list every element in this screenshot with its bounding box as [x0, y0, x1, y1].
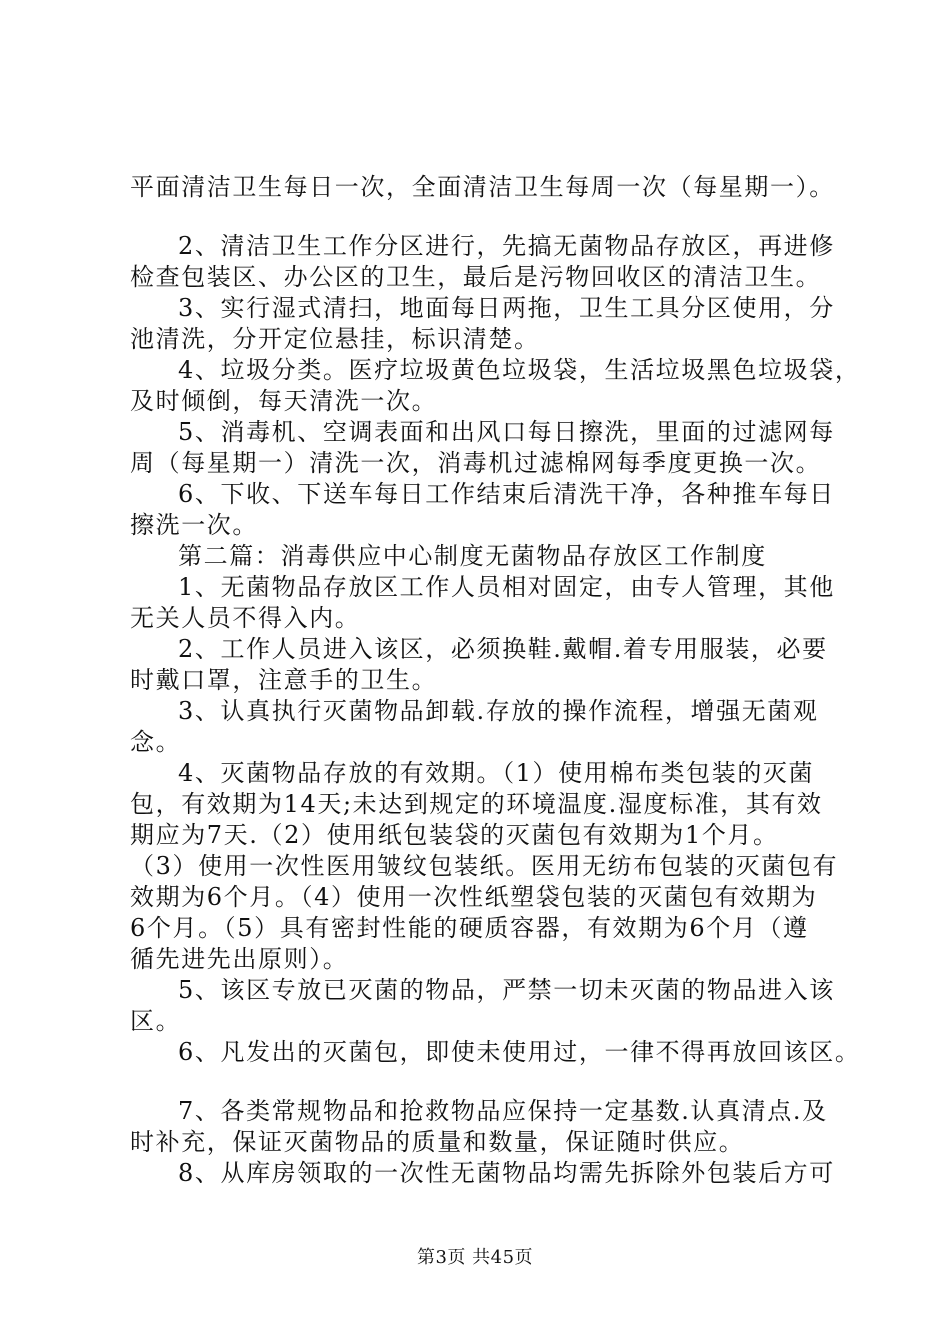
text-line: 4、灭菌物品存放的有效期。（1）使用棉布类包装的灭菌 — [178, 759, 815, 787]
text-line: 8、从库房领取的一次性无菌物品均需先拆除外包装后方可 — [178, 1159, 835, 1187]
text-line: （3）使用一次性医用皱纹包装纸。医用无纺布包装的灭菌包有 — [130, 852, 839, 880]
text-line: 5、该区专放已灭菌的物品，严禁一切未灭菌的物品进入该 — [178, 976, 835, 1004]
text-line: 3、实行湿式清扫，地面每日两拖，卫生工具分区使用，分 — [178, 294, 835, 322]
text-line: 无关人员不得入内。 — [130, 604, 361, 632]
text-line: 6、凡发出的灭菌包，即使未使用过，一律不得再放回该区。 — [178, 1038, 861, 1066]
text-line: 时戴口罩，注意手的卫生。 — [130, 666, 438, 694]
text-line: 包，有效期为14天;未达到规定的环境温度.湿度标准，其有效 — [130, 790, 823, 818]
text-line: 6、下收、下送车每日工作结束后清洗干净，各种推车每日 — [178, 480, 835, 508]
text-line: 1、无菌物品存放区工作人员相对固定，由专人管理，其他 — [178, 573, 835, 601]
text-line: 及时倾倒，每天清洗一次。 — [130, 387, 438, 415]
text-line: 2、清洁卫生工作分区进行，先搞无菌物品存放区，再进修 — [178, 232, 835, 260]
text-line: 5、消毒机、空调表面和出风口每日擦洗，里面的过滤网每 — [178, 418, 835, 446]
text-line: 4、垃圾分类。医疗垃圾黄色垃圾袋，生活垃圾黑色垃圾袋， — [178, 356, 861, 384]
text-line: 念。 — [130, 728, 182, 756]
text-line: 区。 — [130, 1007, 182, 1035]
page-footer: 第3页 共45页 — [416, 1247, 534, 1268]
text-line: 池清洗，分开定位悬挂，标识清楚。 — [130, 325, 540, 353]
text-line: 7、各类常规物品和抢救物品应保持一定基数.认真清点.及 — [178, 1097, 828, 1125]
text-line: 平面清洁卫生每日一次，全面清洁卫生每周一次（每星期一）。 — [130, 173, 835, 201]
text-line: 循先进先出原则）。 — [130, 945, 349, 973]
paragraph-gap — [130, 1068, 840, 1096]
text-line: 第二篇：消毒供应中心制度无菌物品存放区工作制度 — [178, 542, 767, 570]
text-line: 周（每星期一）清洗一次，消毒机过滤棉网每季度更换一次。 — [130, 449, 822, 477]
text-line: 时补充，保证灭菌物品的质量和数量，保证随时供应。 — [130, 1128, 745, 1156]
text-line: 2、工作人员进入该区，必须换鞋.戴帽.着专用服装，必要 — [178, 635, 828, 663]
text-line: 效期为6个月。（4）使用一次性纸塑袋包装的灭菌包有效期为 — [130, 883, 818, 911]
text-line: 擦洗一次。 — [130, 511, 258, 539]
text-line: 期应为7天.（2）使用纸包装袋的灭菌包有效期为1个月。 — [130, 821, 779, 849]
text-line: 3、认真执行灭菌物品卸载.存放的操作流程，增强无菌观 — [178, 697, 819, 725]
paragraph-gap — [130, 203, 840, 231]
document-body — [130, 172, 861, 1189]
text-line: 6个月。（5）具有密封性能的硬质容器，有效期为6个月（遵 — [130, 914, 809, 942]
text-line: 检查包装区、办公区的卫生，最后是污物回收区的清洁卫生。 — [130, 263, 822, 291]
